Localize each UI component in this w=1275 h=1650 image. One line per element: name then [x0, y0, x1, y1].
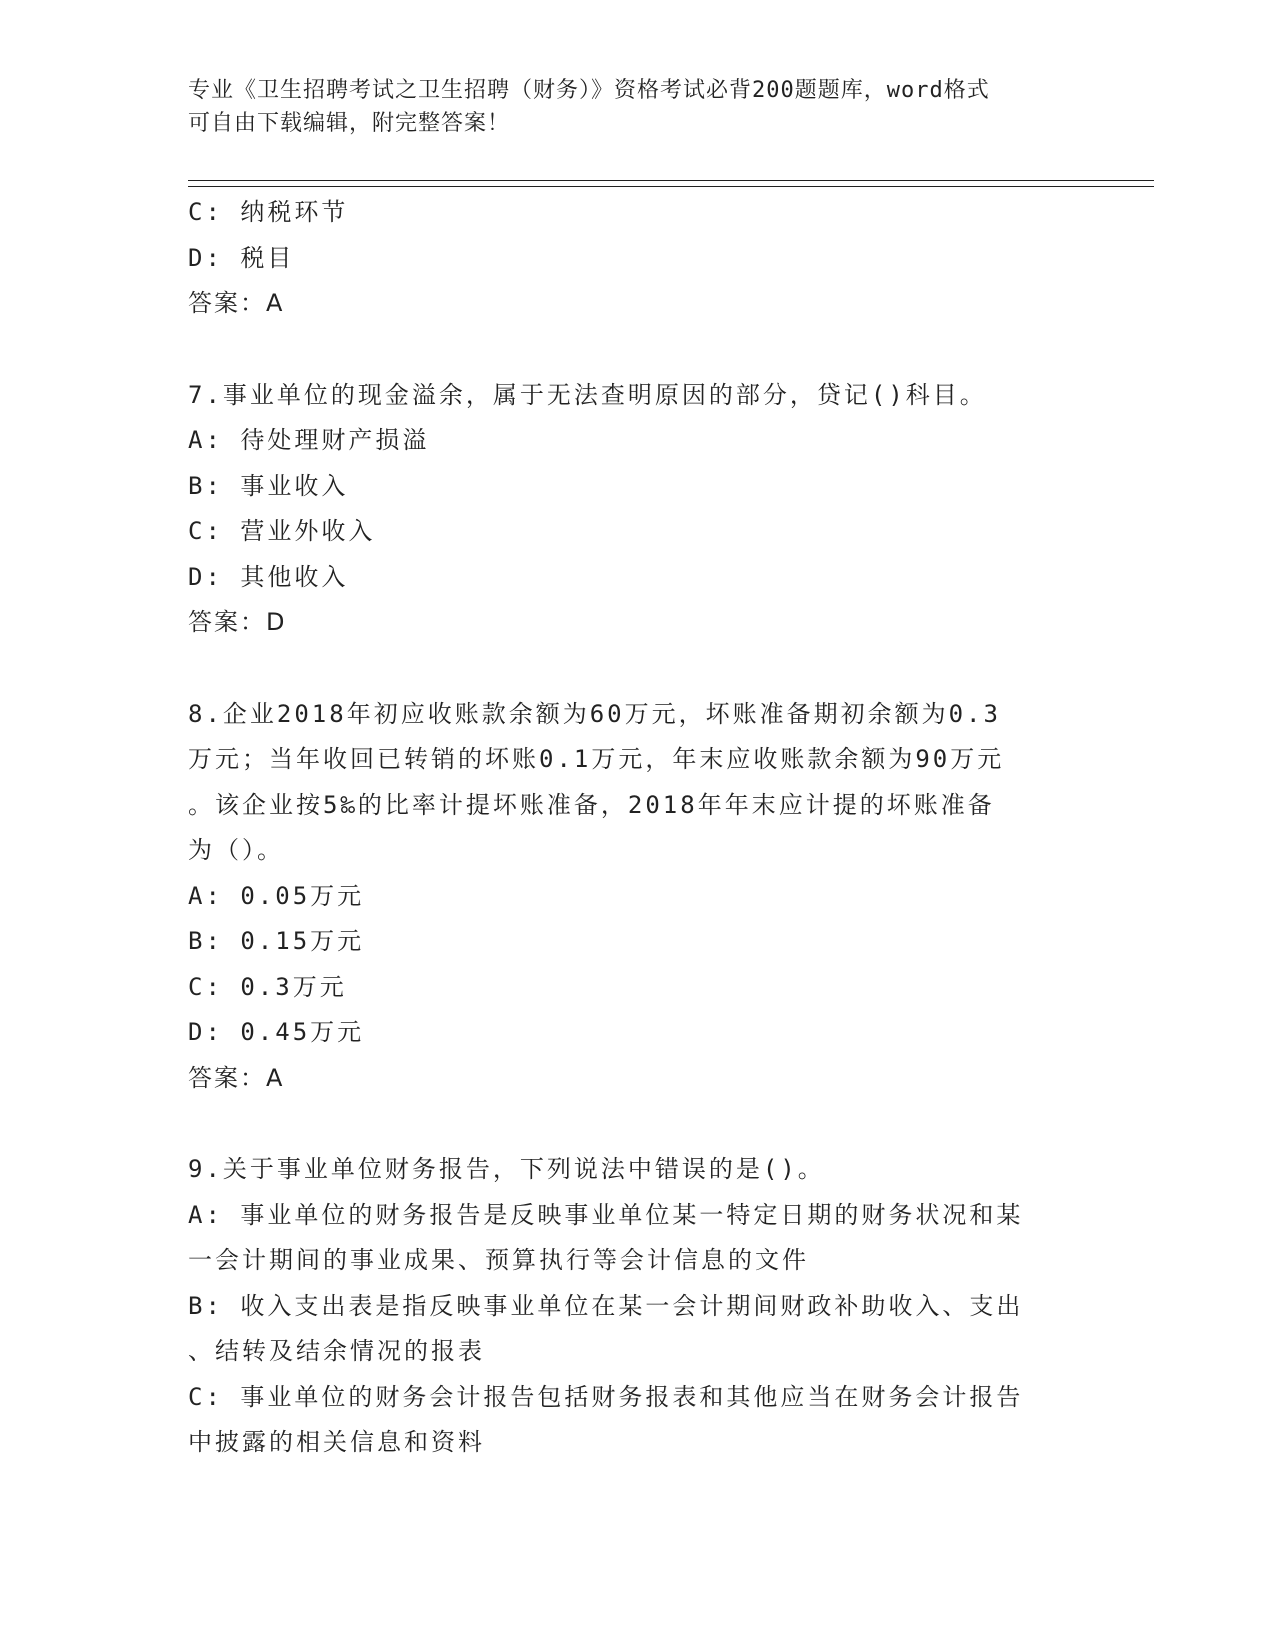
option-a: A: 0.05万元 — [188, 881, 365, 910]
option-b: B: 事业收入 — [188, 471, 349, 500]
option-b: B: 0.15万元 — [188, 927, 365, 955]
option-a — [188, 1193, 1088, 1284]
option-b — [188, 1284, 1088, 1375]
header-title-line-2: 可自由下载编辑，附完整答案！ — [188, 111, 511, 136]
question-stem-line: 8.企业2018年初应收账款余额为60万元，坏账准备期初余额为0.3 — [188, 699, 1001, 728]
document-header — [188, 74, 1088, 140]
answer-label: 答案： — [188, 608, 266, 636]
option-c: C: 纳税环节 — [188, 198, 349, 226]
question-stem-line: 7.事业单位的现金溢余，属于无法查明原因的部分，贷记()科目。 — [188, 380, 987, 409]
option-a-line-1: A: 事业单位的财务报告是反映事业单位某一特定日期的财务状况和某 — [188, 1200, 1024, 1229]
option-c-line-2: 中披露的相关信息和资料 — [188, 1428, 485, 1456]
answer-label: 答案： — [188, 289, 266, 317]
answer-line — [188, 600, 1088, 646]
answer-line — [188, 281, 1088, 327]
answer-line — [188, 1056, 1088, 1102]
option-c: C: 营业外收入 — [188, 517, 376, 545]
header-title-line-1: 专业《卫生招聘考试之卫生招聘（财务）》资格考试必背200题题库，word格式 — [188, 78, 990, 103]
document-body — [188, 190, 1088, 1466]
option-b-line-1: B: 收入支出表是指反映事业单位在某一会计期间财政补助收入、支出 — [188, 1291, 1024, 1320]
option-b-line-2: 、结转及结余情况的报表 — [188, 1337, 485, 1365]
header-double-rule — [188, 180, 1154, 187]
question-stem-line: 万元；当年收回已转销的坏账0.1万元，年末应收账款余额为90万元 — [188, 745, 1005, 773]
option-a-line-2: 一会计期间的事业成果、预算执行等会计信息的文件 — [188, 1246, 809, 1274]
question-stem-line: 。该企业按5‰的比率计提坏账准备，2018年年末应计提的坏账准备 — [188, 790, 995, 819]
option-c: C: 0.3万元 — [188, 972, 347, 1001]
option-d: D: 税目 — [188, 243, 295, 272]
question-stem-line: 为（）。 — [188, 836, 284, 864]
option-c — [188, 1375, 1088, 1466]
question-stem-line: 9.关于事业单位财务报告，下列说法中错误的是()。 — [188, 1155, 825, 1183]
option-d: D: 0.45万元 — [188, 1018, 365, 1046]
answer-value: A — [266, 1063, 284, 1092]
question-7 — [188, 373, 1088, 646]
prev-question-block — [188, 190, 1088, 327]
option-a: A: 待处理财产损溢 — [188, 426, 430, 454]
answer-value: A — [266, 289, 284, 317]
option-d: D: 其他收入 — [188, 562, 349, 591]
question-8 — [188, 692, 1088, 1102]
question-9 — [188, 1147, 1088, 1466]
option-c-line-1: C: 事业单位的财务会计报告包括财务报表和其他应当在财务会计报告 — [188, 1382, 1024, 1411]
answer-label: 答案： — [188, 1063, 266, 1092]
answer-value: D — [266, 608, 286, 636]
